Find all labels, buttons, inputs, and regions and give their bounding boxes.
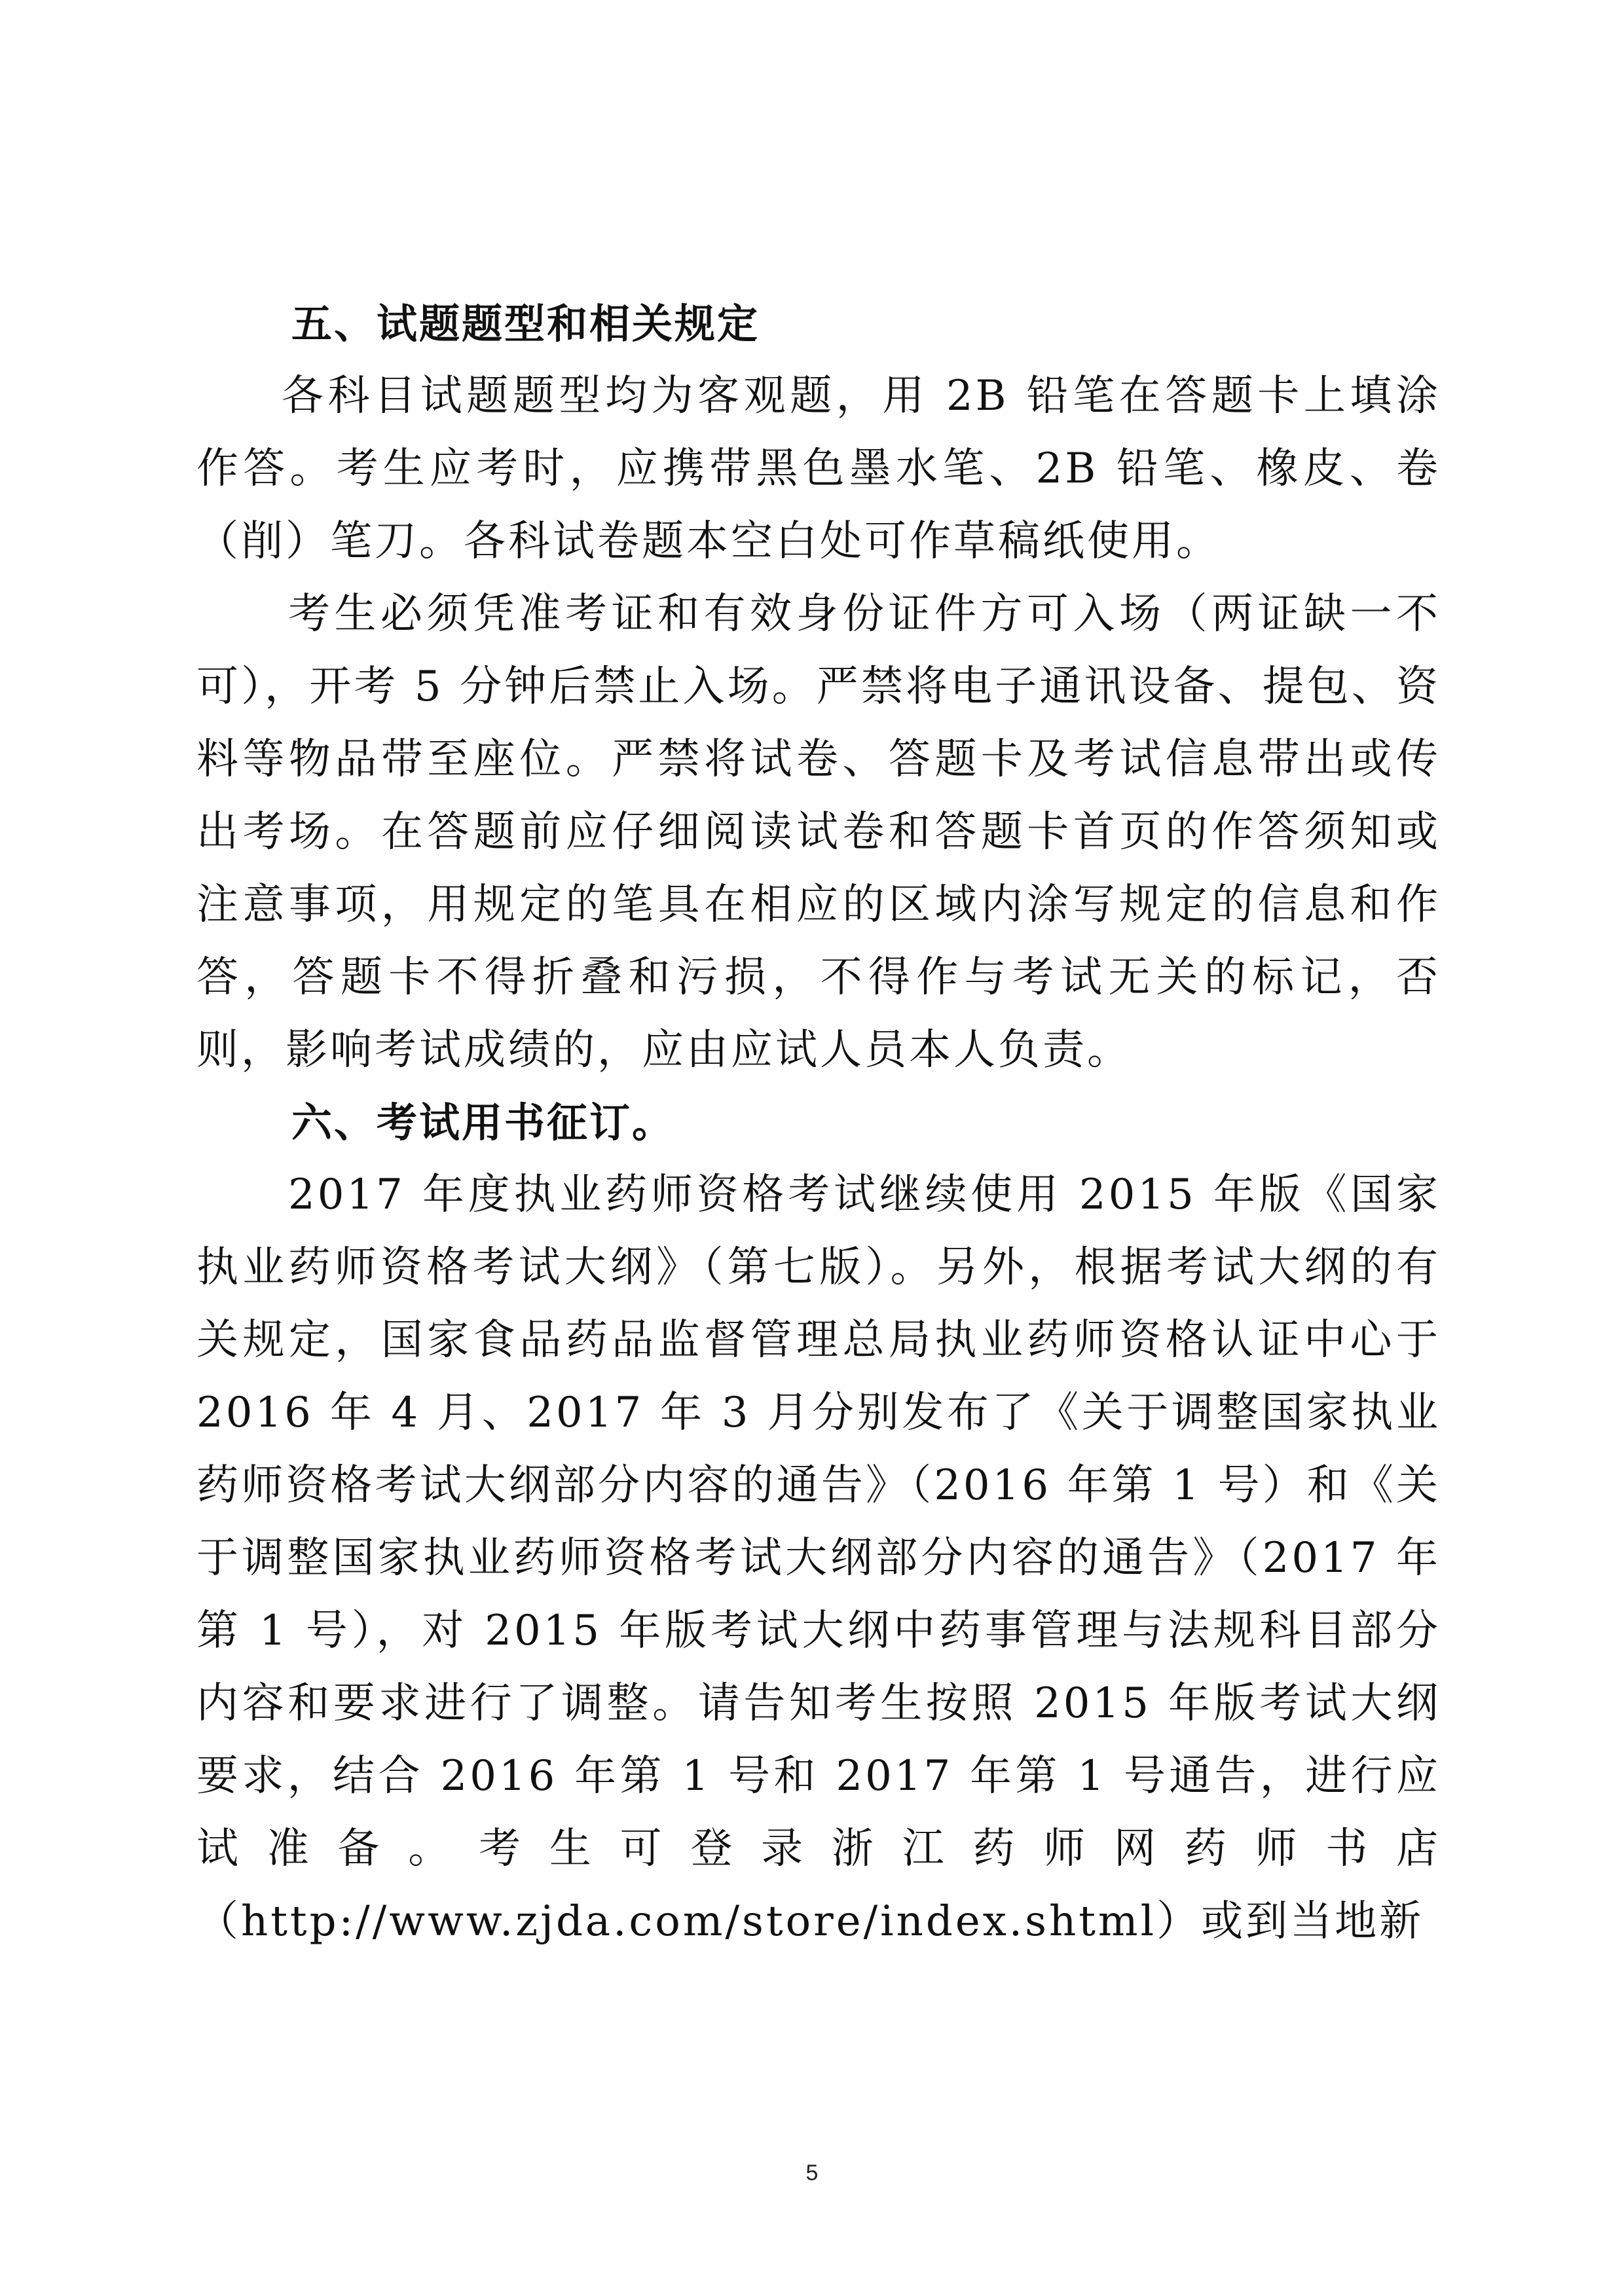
section-six-heading: 六、考试用书征订。 (291, 1099, 675, 1146)
section-five-paragraph-2: 考生必须凭准考证和有效身份证件方可入场（两证缺一不可），开考 5 分钟后禁止入场。严禁将电子通讯设备、提包、资料等物品带至座位。严禁将试卷、答题卡及考试信息带出或传出考场。在答题前应仔细阅读试卷和答题卡首页的作答须知或注意事项，用规定的笔具在相应的区域内涂写规定的信息和作答，答题卡不得折叠和污损，不得作与考试无关的标记，否则，影响考试成绩的，应由应试人员本人负责。 (196, 590, 1441, 1074)
page-content (196, 288, 1441, 1958)
section-six-paragraph-1: 2017 年度执业药师资格考试继续使用 2015 年版《国家执业药师资格考试大纲》（第七版）。另外，根据考试大纲的有关规定，国家食品药品监督管理总局执业药师资格认证中心于 2016 年 4 月、2017 年 3 月分别发布了《关于调整国家执业药师资格考试大纲部分内容的通告》（2016 年第 1 号）和《关于调整国家执业药师资格考试大纲部分内容的通告》（2017 年第 1 号），对 2015 年版考试大纲中药事管理与法规科目部分内容和要求进行了调整。请告知考生按照 2015 年版考试大纲要求，结合 2016 年第 1 号和 2017 年第 1 号通告，进行应试准备。考生可登录浙江药师网药师书店（http://www.zjda.com/store/index.shtml）或到当地新 (196, 1171, 1441, 1946)
section-five-paragraph-1: 各科目试题题型均为客观题，用 2B 铅笔在答题卡上填涂作答。考生应考时，应携带黑色墨水笔、2B 铅笔、橡皮、卷（削）笔刀。各科试卷题本空白处可作草稿纸使用。 (196, 372, 1441, 566)
section-five-heading: 五、试题题型和相关规定 (291, 300, 760, 348)
page-number: 5 (805, 2160, 819, 2185)
